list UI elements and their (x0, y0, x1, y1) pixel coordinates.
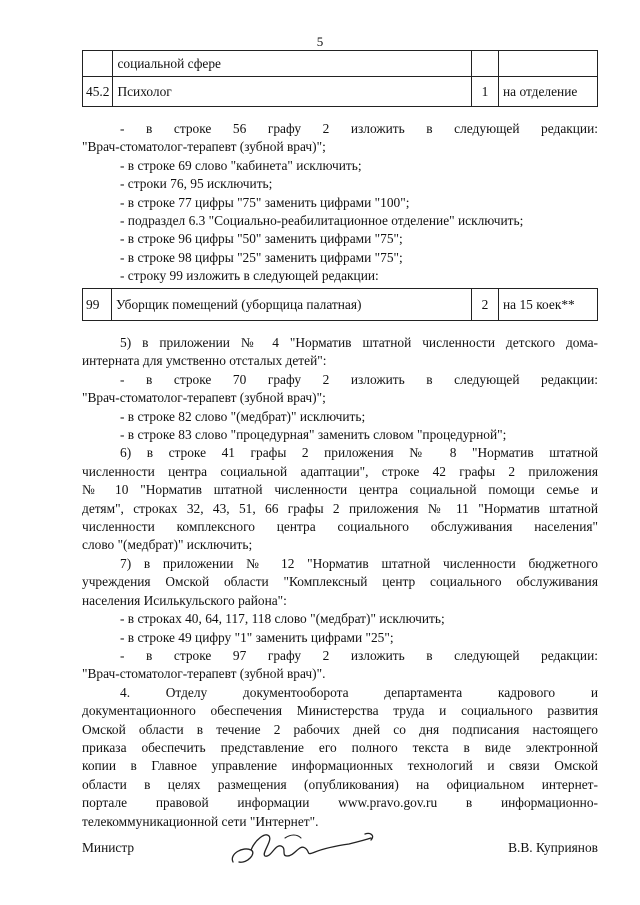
amendments-block-2 (82, 334, 598, 831)
text-line: портале правовой информации www.pravo.gov.ru в информационно- (82, 795, 598, 811)
text-line: - в строке 49 цифру "1" заменить цифрами "25"; (120, 629, 394, 645)
text-line: 6) в строке 41 графы 2 приложения № 8 "Норматив штатной (120, 445, 598, 461)
table-cell-name: социальной сфере (113, 51, 472, 77)
text-line: 7) в приложении № 12 "Норматив штатной численности бюджетного (120, 555, 598, 571)
table-cell-name: Уборщик помещений (уборщица палатная) (112, 289, 472, 321)
text-line: "Врач-стоматолог-терапевт (зубной врач)"; (82, 390, 326, 406)
table-cell-name: Психолог (113, 77, 472, 107)
text-line: - в строке 77 цифры "75" заменить цифрами "100"; (120, 194, 410, 210)
text-line: слово "(медбрат)" исключить; (82, 537, 253, 553)
signatory-title: Министр (82, 840, 135, 855)
text-line: Омской области в течение 2 рабочих дней со дня подписания настоящего (82, 721, 598, 737)
table-row (83, 289, 598, 321)
text-line: интерната для умственно отсталых детей": (82, 353, 327, 369)
text-line: 4. Отделу документооборота департамента кадрового и (120, 684, 598, 700)
text-line: документационного обеспечения Министерства труда и социального развития (82, 703, 598, 719)
staff-table-top (82, 50, 598, 107)
text-line: детям", строках 32, 43, 51, 66 графы 2 приложения № 11 "Норматив штатной (82, 500, 598, 516)
text-line: учреждения Омской области "Комплексный центр социального обслуживания (82, 574, 598, 590)
table-cell-note: на 15 коек** (499, 289, 598, 321)
table-row (83, 77, 598, 107)
page-number: 5 (316, 34, 324, 49)
text-line: области в целях размещения (опубликования) на официальном интернет- (82, 776, 598, 792)
text-line: - в строке 97 графу 2 изложить в следующей редакции: (120, 647, 598, 663)
text-line: копии в Главное управление информационных технологий и связи Омской (82, 758, 598, 774)
text-line: - подраздел 6.3 "Социально-реабилитационное отделение" исключить; (120, 213, 524, 229)
table-cell-count: 2 (472, 289, 499, 321)
text-line: - в строке 56 графу 2 изложить в следующей редакции: (120, 121, 598, 136)
text-line: "Врач-стоматолог-терапевт (зубной врач)"; (82, 139, 326, 155)
text-line: - в строке 98 цифры "25" заменить цифрами "75"; (120, 249, 403, 265)
text-line: 5) в приложении № 4 "Норматив штатной численности детского дома- (120, 335, 598, 350)
text-line: - в строке 69 слово "кабинета" исключить; (120, 157, 362, 173)
table-cell-num: 45.2 (83, 77, 113, 107)
table-cell-count (472, 51, 499, 77)
text-line: № 10 "Норматив штатной численности центра социальной помощи семье и (82, 482, 598, 498)
text-line: - строку 99 изложить в следующей редакции: (120, 268, 379, 284)
text-line: "Врач-стоматолог-терапевт (зубной врач)". (82, 666, 326, 682)
text-line: - в строке 82 слово "(медбрат)" исключить; (120, 408, 366, 424)
text-line: населения Исилькульского района": (82, 592, 287, 608)
table-cell-num: 99 (83, 289, 112, 321)
amendments-block-1 (82, 120, 598, 286)
text-line: приказа обеспечить представление его полного текста в виде электронной (82, 739, 598, 755)
table-cell-count: 1 (472, 77, 499, 107)
handwritten-signature (225, 826, 395, 870)
text-line: телекоммуникационной сети "Интернет". (82, 813, 319, 829)
text-line: численности комплексного центра социального обслуживания населения" (82, 519, 598, 535)
text-line: - в строке 96 цифры "50" заменить цифрами "75"; (120, 231, 403, 247)
table-cell-note: на отделение (499, 77, 598, 107)
text-line: - в строке 83 слово "процедурная" заменить словом "процедурной"; (120, 427, 507, 443)
signature-block (0, 826, 640, 866)
signatory-name: В.В. Куприянов (508, 840, 598, 855)
table-row (83, 51, 598, 77)
text-line: - строки 76, 95 исключить; (120, 176, 273, 192)
text-line: - в строке 70 графу 2 изложить в следующей редакции: (120, 371, 598, 387)
text-line: - в строках 40, 64, 117, 118 слово "(медбрат)" исключить; (120, 611, 445, 627)
table-cell-num (83, 51, 113, 77)
text-line: численности центра социальной адаптации", строке 42 графы 2 приложения (82, 463, 598, 479)
staff-table-bottom (82, 288, 598, 321)
table-cell-note (499, 51, 598, 77)
